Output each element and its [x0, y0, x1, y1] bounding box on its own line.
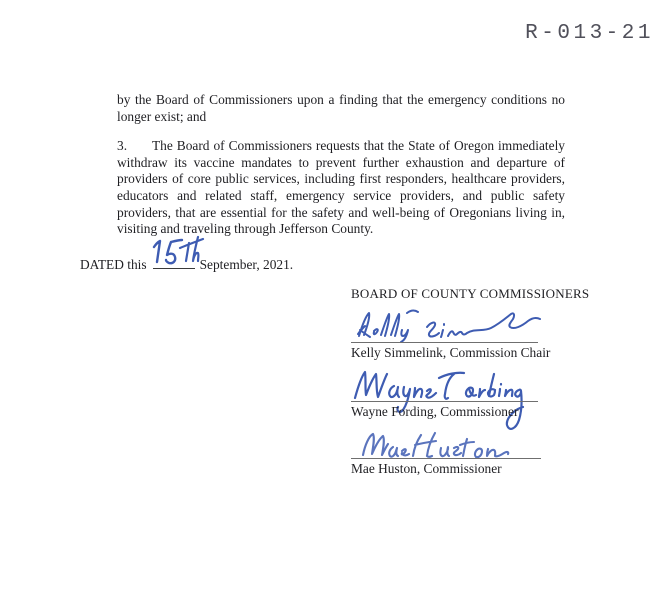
- date-blank-line: [153, 255, 195, 269]
- dated-prefix: DATED this: [80, 257, 147, 272]
- signatory-name-kelly-simmelink: Kelly Simmelink, Commission Chair: [351, 345, 551, 360]
- signature-line: [351, 458, 541, 459]
- signature-line: [351, 401, 538, 402]
- signature-kelly-simmelink: [353, 308, 548, 342]
- paragraph-number: 3.: [117, 138, 128, 154]
- signature-block: [351, 286, 621, 486]
- signatory-name-wayne-fording: Wayne Fording, Commissioner: [351, 404, 519, 419]
- document-number: R-013-21: [525, 22, 654, 45]
- paragraph-text: The Board of Commissioners requests that the State of Oregon immediately withdraw its vaccine mandates to prevent further exhaustion and departure of providers of core public services, including first responders, healthcare providers, educators and related staff, emergency service providers, and public safety providers, that are essential for the safety and well-being of Oregonians living in, visiting and traveling through Jefferson County.: [117, 138, 565, 237]
- body-paragraph-item-3: [117, 138, 565, 238]
- dated-suffix: September, 2021.: [199, 257, 294, 272]
- handwritten-date: [149, 234, 205, 270]
- board-heading: BOARD OF COUNTY COMMISSIONERS: [351, 286, 590, 301]
- dated-line: [80, 255, 293, 273]
- body-paragraph-continuation: by the Board of Commissioners upon a finding that the emergency conditions no longer exist; and: [117, 92, 565, 124]
- document-body: [117, 92, 565, 251]
- signature-mae-huston: [355, 424, 545, 460]
- signature-line: [351, 342, 538, 343]
- signatory-name-mae-huston: Mae Huston, Commissioner: [351, 461, 502, 476]
